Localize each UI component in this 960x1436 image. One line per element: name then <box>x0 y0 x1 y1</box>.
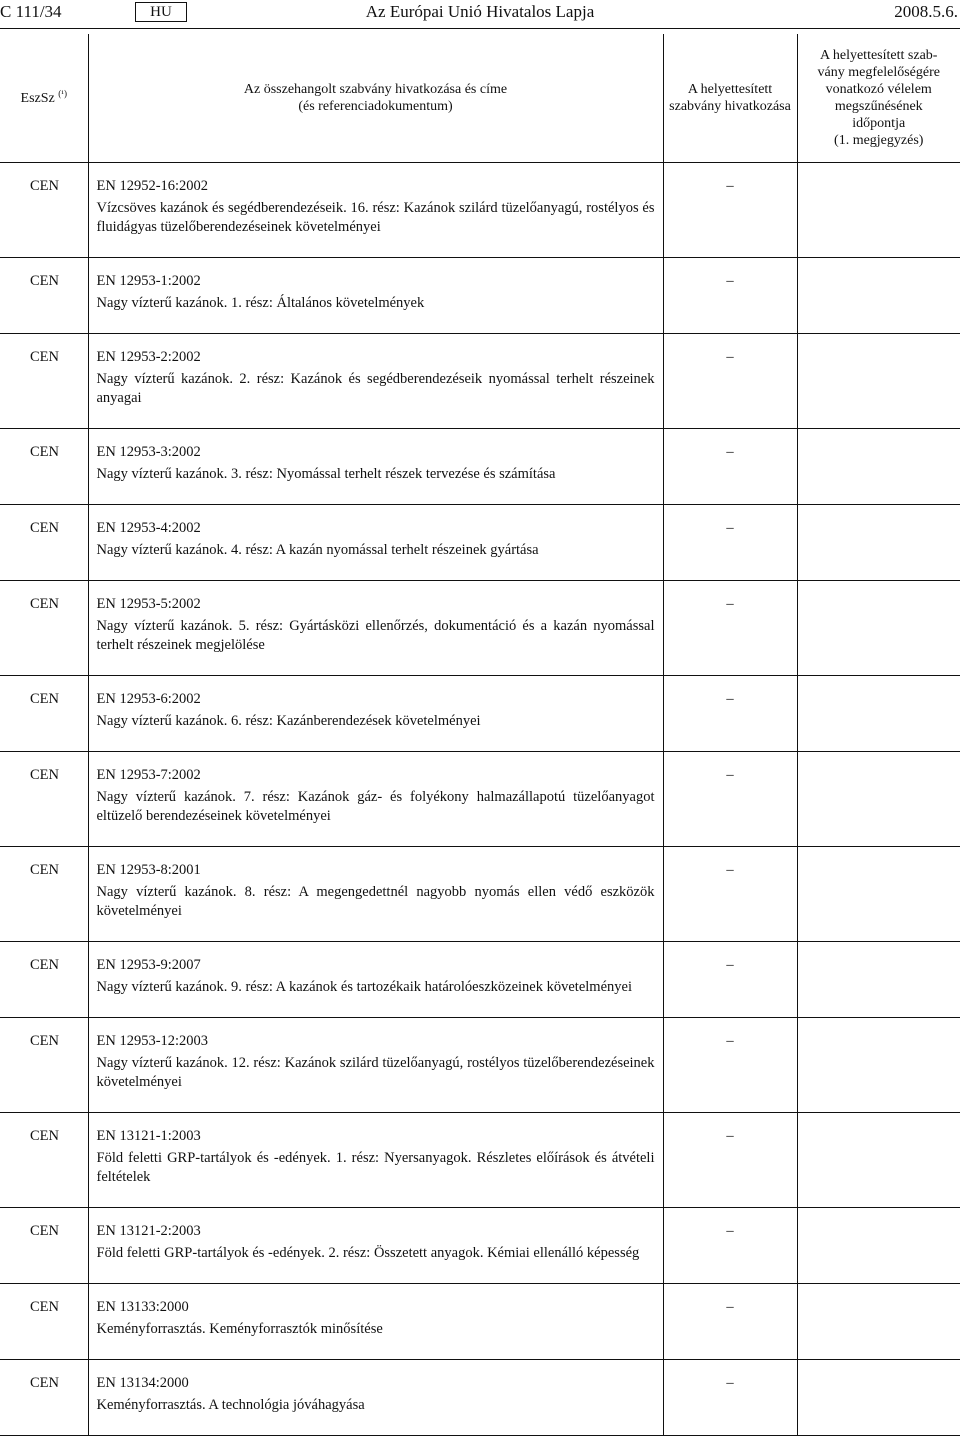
standard-cell <box>88 505 663 581</box>
column-header-replaced-line2: szabvány hivatkozása <box>669 99 791 114</box>
replaced-standard-cell <box>663 1208 797 1284</box>
replaced-standard: – <box>664 163 797 196</box>
organisation: CEN <box>30 957 59 973</box>
organisation-cell <box>0 163 88 258</box>
journal-title: Az Európai Unió Hivatalos Lapja <box>0 1 960 23</box>
replaced-standard-cell <box>663 429 797 505</box>
cessation-date-cell <box>797 334 960 429</box>
standard-title: Nagy vízterű kazánok. 1. rész: Általános követelmények <box>97 294 655 313</box>
replaced-standard: – <box>664 1113 797 1146</box>
standard-title: Nagy vízterű kazánok. 8. rész: A megengedettnél nagyobb nyomás ellen védő eszközök követelményei <box>97 883 655 921</box>
standard-title: Nagy vízterű kazánok. 4. rész: A kazán nyomással terhelt részeinek gyártása <box>97 541 655 560</box>
cessation-date <box>798 163 960 177</box>
cessation-date-cell <box>797 1113 960 1208</box>
column-header-date-line3: vonatkozó vélelem <box>826 82 932 97</box>
organisation-cell <box>0 1208 88 1284</box>
replaced-standard-cell <box>663 676 797 752</box>
standard-title: Keményforrasztás. A technológia jóváhagyása <box>97 1396 655 1415</box>
organisation-cell <box>0 334 88 429</box>
organisation-cell <box>0 581 88 676</box>
organisation-cell <box>0 1360 88 1436</box>
replaced-standard: – <box>664 258 797 291</box>
cessation-date <box>798 676 960 690</box>
cessation-date-cell <box>797 163 960 258</box>
standard-cell <box>88 942 663 1018</box>
organisation: CEN <box>30 1375 59 1391</box>
cessation-date-cell <box>797 942 960 1018</box>
column-header-date-line1: A helyettesített szab- <box>820 48 937 63</box>
organisation-cell <box>0 505 88 581</box>
standard-reference: EN 12953-8:2001 <box>97 861 655 880</box>
standard-reference: EN 12953-9:2007 <box>97 956 655 975</box>
cessation-date <box>798 1284 960 1298</box>
column-header-organisation <box>0 34 88 163</box>
cessation-date-cell <box>797 676 960 752</box>
replaced-standard: – <box>664 752 797 785</box>
cessation-date-cell <box>797 752 960 847</box>
replaced-standard-cell <box>663 258 797 334</box>
column-header-reference-line1: Az összehangolt szabvány hivatkozása és címe <box>244 82 507 97</box>
table-body <box>0 163 960 1436</box>
cessation-date-cell <box>797 429 960 505</box>
standard-reference: EN 13134:2000 <box>97 1374 655 1393</box>
table-row <box>0 505 960 581</box>
replaced-standard-cell <box>663 1284 797 1360</box>
organisation: CEN <box>30 862 59 878</box>
table-row <box>0 1018 960 1113</box>
organisation-cell <box>0 942 88 1018</box>
standard-cell <box>88 1284 663 1360</box>
table-row <box>0 752 960 847</box>
column-header-date-line2: vány megfelelőségére <box>818 65 940 80</box>
standard-cell <box>88 581 663 676</box>
publication-date: 2008.5.6. <box>894 1 958 23</box>
table-row <box>0 1284 960 1360</box>
header-rule <box>0 28 960 29</box>
standard-reference: EN 12953-1:2002 <box>97 272 655 291</box>
table-row <box>0 258 960 334</box>
standard-reference: EN 12953-5:2002 <box>97 595 655 614</box>
replaced-standard-cell <box>663 847 797 942</box>
cessation-date-cell <box>797 581 960 676</box>
table-row <box>0 163 960 258</box>
cessation-date <box>798 1208 960 1222</box>
organisation: CEN <box>30 691 59 707</box>
standard-reference: EN 12953-7:2002 <box>97 766 655 785</box>
replaced-standard-cell <box>663 505 797 581</box>
organisation: CEN <box>30 178 59 194</box>
organisation: CEN <box>30 349 59 365</box>
organisation-cell <box>0 429 88 505</box>
cessation-date <box>798 942 960 956</box>
language-badge: HU <box>135 2 187 22</box>
replaced-standard: – <box>664 581 797 614</box>
organisation: CEN <box>30 520 59 536</box>
standard-title: Nagy vízterű kazánok. 5. rész: Gyártásközi ellenőrzés, dokumentáció és a kazán nyomással terhelt részeinek megjelölése <box>97 617 655 655</box>
organisation: CEN <box>30 767 59 783</box>
column-header-date-line6: (1. megjegyzés) <box>834 133 923 148</box>
standard-cell <box>88 1208 663 1284</box>
replaced-standard-cell <box>663 581 797 676</box>
replaced-standard: – <box>664 1360 797 1393</box>
table-row <box>0 334 960 429</box>
standard-reference: EN 12953-2:2002 <box>97 348 655 367</box>
replaced-standard: – <box>664 1284 797 1317</box>
cessation-date <box>798 1113 960 1127</box>
table-row <box>0 581 960 676</box>
cessation-date <box>798 847 960 861</box>
organisation: CEN <box>30 1128 59 1144</box>
cessation-date <box>798 258 960 272</box>
replaced-standard-cell <box>663 334 797 429</box>
table-header-row <box>0 34 960 163</box>
replaced-standard: – <box>664 942 797 975</box>
table-row <box>0 942 960 1018</box>
organisation-cell <box>0 847 88 942</box>
standard-cell <box>88 1018 663 1113</box>
organisation-cell <box>0 258 88 334</box>
replaced-standard: – <box>664 505 797 538</box>
cessation-date <box>798 429 960 443</box>
standard-title: Nagy vízterű kazánok. 2. rész: Kazánok és segédberendezéseik nyomással terhelt részeinek anyagai <box>97 370 655 408</box>
column-header-date-line5: időpontja <box>852 116 905 131</box>
standard-title: Föld feletti GRP-tartályok és -edények. 1. rész: Nyersanyagok. Részletes előírások és átvételi feltételek <box>97 1149 655 1187</box>
replaced-standard-cell <box>663 1018 797 1113</box>
column-header-reference-line2: (és referenciadokumentum) <box>298 99 452 114</box>
table-row <box>0 1113 960 1208</box>
standard-reference: EN 12953-12:2003 <box>97 1032 655 1051</box>
standard-cell <box>88 676 663 752</box>
standard-title: Vízcsöves kazánok és segédberendezéseik. 16. rész: Kazánok szilárd tüzelőanyagú, rostélyos és fluidágyas tüzelőberendezéseinek követelményei <box>97 199 655 237</box>
column-header-date-line4: megszűnésének <box>835 99 923 114</box>
standard-cell <box>88 258 663 334</box>
cessation-date <box>798 1018 960 1032</box>
cessation-date-cell <box>797 505 960 581</box>
standard-title: Nagy vízterű kazánok. 7. rész: Kazánok gáz- és folyékony halmazállapotú tüzelőanyagot eltüzelő berendezéseinek követelményei <box>97 788 655 826</box>
cessation-date <box>798 581 960 595</box>
organisation: CEN <box>30 444 59 460</box>
replaced-standard-cell <box>663 752 797 847</box>
footnote-marker: (¹) <box>58 88 67 98</box>
organisation-cell <box>0 752 88 847</box>
standard-reference: EN 12953-4:2002 <box>97 519 655 538</box>
standard-reference: EN 12953-6:2002 <box>97 690 655 709</box>
organisation: CEN <box>30 1299 59 1315</box>
cessation-date-cell <box>797 1018 960 1113</box>
organisation: CEN <box>30 1223 59 1239</box>
standard-title: Nagy vízterű kazánok. 3. rész: Nyomással terhelt részek tervezése és számítása <box>97 465 655 484</box>
standard-cell <box>88 752 663 847</box>
standard-reference: EN 12953-3:2002 <box>97 443 655 462</box>
standard-cell <box>88 847 663 942</box>
organisation-cell <box>0 1284 88 1360</box>
replaced-standard: – <box>664 334 797 367</box>
standard-title: Föld feletti GRP-tartályok és -edények. 2. rész: Összetett anyagok. Kémiai ellenálló képesség <box>97 1244 655 1263</box>
table-row <box>0 1360 960 1436</box>
replaced-standard-cell <box>663 942 797 1018</box>
replaced-standard: – <box>664 847 797 880</box>
standard-reference: EN 13121-1:2003 <box>97 1127 655 1146</box>
organisation-cell <box>0 1113 88 1208</box>
standard-title: Nagy vízterű kazánok. 6. rész: Kazánberendezések követelményei <box>97 712 655 731</box>
table-row <box>0 847 960 942</box>
organisation: CEN <box>30 1033 59 1049</box>
standard-cell <box>88 429 663 505</box>
column-header-reference <box>88 34 663 163</box>
table-row <box>0 429 960 505</box>
cessation-date <box>798 1360 960 1374</box>
standard-reference: EN 13121-2:2003 <box>97 1222 655 1241</box>
replaced-standard: – <box>664 1208 797 1241</box>
organisation: CEN <box>30 273 59 289</box>
page-number: C 111/34 <box>0 1 62 23</box>
organisation-cell <box>0 676 88 752</box>
column-header-organisation-label: EszSz <box>21 91 55 106</box>
replaced-standard-cell <box>663 1360 797 1436</box>
standard-cell <box>88 334 663 429</box>
replaced-standard-cell <box>663 1113 797 1208</box>
table-row <box>0 1208 960 1284</box>
table-row <box>0 676 960 752</box>
page-header <box>0 0 960 26</box>
standard-title: Keményforrasztás. Keményforrasztók minősítése <box>97 1320 655 1339</box>
column-header-cessation-date <box>797 34 960 163</box>
standard-title: Nagy vízterű kazánok. 12. rész: Kazánok szilárd tüzelőanyagú, rostélyos tüzelőberendezéseinek követelményei <box>97 1054 655 1092</box>
cessation-date <box>798 505 960 519</box>
standard-cell <box>88 163 663 258</box>
column-header-replaced-line1: A helyettesített <box>688 82 772 97</box>
replaced-standard: – <box>664 429 797 462</box>
cessation-date-cell <box>797 1208 960 1284</box>
column-header-replaced <box>663 34 797 163</box>
cessation-date <box>798 334 960 348</box>
standards-table <box>0 34 960 1436</box>
standard-reference: EN 13133:2000 <box>97 1298 655 1317</box>
replaced-standard: – <box>664 676 797 709</box>
standard-cell <box>88 1113 663 1208</box>
organisation-cell <box>0 1018 88 1113</box>
cessation-date <box>798 752 960 766</box>
cessation-date-cell <box>797 1360 960 1436</box>
standard-cell <box>88 1360 663 1436</box>
standard-title: Nagy vízterű kazánok. 9. rész: A kazánok és tartozékaik határolóeszközeinek követelményei <box>97 978 655 997</box>
cessation-date-cell <box>797 847 960 942</box>
cessation-date-cell <box>797 1284 960 1360</box>
replaced-standard: – <box>664 1018 797 1051</box>
cessation-date-cell <box>797 258 960 334</box>
replaced-standard-cell <box>663 163 797 258</box>
organisation: CEN <box>30 596 59 612</box>
standard-reference: EN 12952-16:2002 <box>97 177 655 196</box>
